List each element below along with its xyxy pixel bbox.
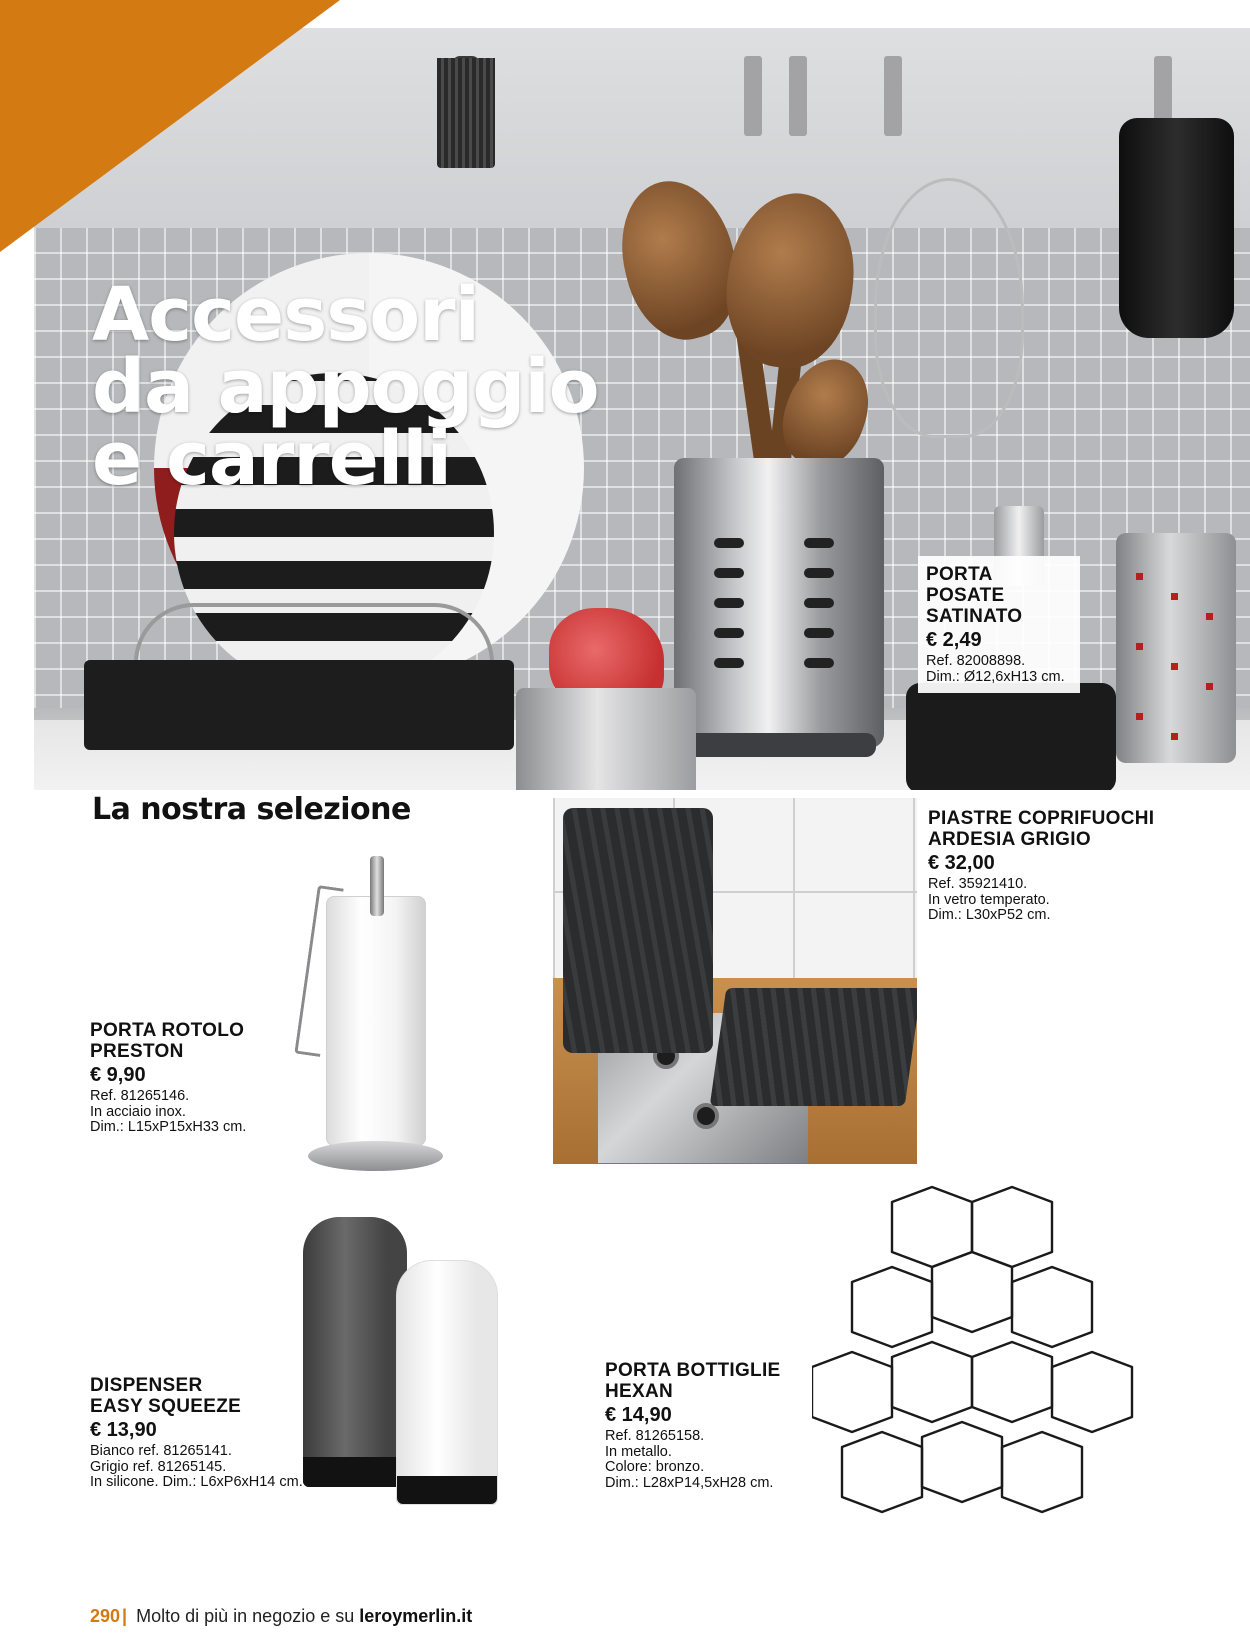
hex-cell [1002, 1432, 1082, 1512]
product-detail: Ref. 82008898. [926, 653, 1026, 669]
hex-cell [842, 1432, 922, 1512]
whisk [874, 178, 1024, 438]
wall-hook [744, 56, 762, 136]
utensil-holder [674, 458, 884, 748]
product-bottiglie [605, 1360, 781, 1491]
page-number: 290 [90, 1606, 121, 1626]
product-name-line: PORTA POSATE [926, 564, 1005, 606]
product-detail: Colore: bronzo. [605, 1459, 705, 1475]
section-title: La nostra selezione [92, 792, 411, 827]
hexagon-bottle-rack-image [812, 1182, 1134, 1532]
product-name-line: PORTA BOTTIGLIE [605, 1360, 781, 1381]
product-detail: In metallo. [605, 1443, 672, 1460]
dispenser-grey-image [303, 1217, 407, 1487]
product-name-line: PRESTON [90, 1041, 184, 1062]
title-line: Accessori [92, 272, 479, 358]
footer-separator: | [122, 1606, 128, 1626]
hob-cover-photo [553, 798, 917, 1164]
holder-base [308, 1141, 443, 1171]
product-detail: Grigio ref. 81265145. [90, 1458, 227, 1475]
holder-pole [370, 856, 384, 916]
sponge-holder [516, 688, 696, 790]
product-detail: Bianco ref. 81265141. [90, 1443, 232, 1459]
product-name-line: SATINATO [926, 606, 1023, 627]
product-name [928, 808, 1154, 850]
product-name-line: ARDESIA GRIGIO [928, 829, 1091, 850]
hex-cell [1012, 1267, 1092, 1347]
product-name-line: PORTA ROTOLO [90, 1020, 245, 1041]
product-name-line: HEXAN [605, 1381, 674, 1402]
hanging-black-pot [1119, 118, 1234, 338]
hex-cell [932, 1252, 1012, 1332]
product-price: € 13,90 [90, 1419, 157, 1441]
dish-rack-tray [84, 660, 514, 750]
orange-corner-triangle [0, 0, 340, 252]
hex-cell [972, 1187, 1052, 1267]
hex-cell [892, 1342, 972, 1422]
utensil-holder-base [682, 733, 876, 757]
product-name-line: PIASTRE COPRIFUOCHI [928, 808, 1155, 829]
paper-roll [326, 896, 426, 1146]
product-price: € 14,90 [605, 1404, 672, 1426]
wall-hook [884, 56, 902, 136]
hex-cell [812, 1352, 892, 1432]
product-detail: Ref. 35921410. [928, 876, 1028, 892]
soap-dispenser [906, 683, 1116, 790]
footer-site-link[interactable]: leroymerlin.it [359, 1606, 473, 1626]
product-name [90, 1020, 246, 1062]
slate-cover-upright [563, 808, 713, 1053]
paper-towel-holder-image [298, 856, 448, 1174]
product-name [926, 564, 1072, 627]
product-detail: Dim.: L15xP15xH33 cm. [90, 1119, 247, 1135]
product-dispenser [90, 1375, 303, 1491]
red-dot-utensil-holder [1116, 533, 1236, 763]
product-detail: Dim.: L28xP14,5xH28 cm. [605, 1474, 774, 1491]
product-name [90, 1375, 303, 1417]
product-detail: Dim.: L30xP52 cm. [928, 907, 1051, 923]
product-detail: Ref. 81265158. [605, 1428, 705, 1444]
hex-cell [972, 1342, 1052, 1422]
footer-text: Molto di più in negozio e su [136, 1606, 355, 1626]
basting-brush [437, 58, 495, 168]
product-detail: Dim.: Ø12,6xH13 cm. [926, 668, 1065, 685]
hex-cell [922, 1422, 1002, 1502]
hex-cell [852, 1267, 932, 1347]
product-name-line: DISPENSER [90, 1375, 203, 1396]
hex-cell [892, 1187, 972, 1267]
product-detail: In silicone. Dim.: L6xP6xH14 cm. [90, 1474, 303, 1490]
product-piastre [928, 808, 1154, 924]
product-name [605, 1360, 781, 1402]
page-footer [90, 1606, 472, 1627]
product-detail: In vetro temperato. [928, 891, 1050, 908]
product-price: € 32,00 [928, 852, 995, 874]
product-detail: Ref. 81265146. [90, 1088, 190, 1104]
title-line: e carrelli [92, 415, 452, 502]
product-detail: In acciaio inox. [90, 1103, 186, 1120]
product-tag-porta-posate [918, 556, 1080, 693]
dispenser-white-image [396, 1260, 498, 1505]
product-price: € 2,49 [926, 629, 982, 651]
wall-hook [789, 56, 807, 136]
hex-cell [1052, 1352, 1132, 1432]
product-name-line: EASY SQUEEZE [90, 1396, 242, 1417]
page-title [92, 272, 599, 502]
slate-cover-flat [710, 988, 917, 1106]
product-rotolo [90, 1020, 246, 1136]
title-line: da appoggio [92, 343, 599, 430]
product-price: € 9,90 [90, 1064, 146, 1086]
